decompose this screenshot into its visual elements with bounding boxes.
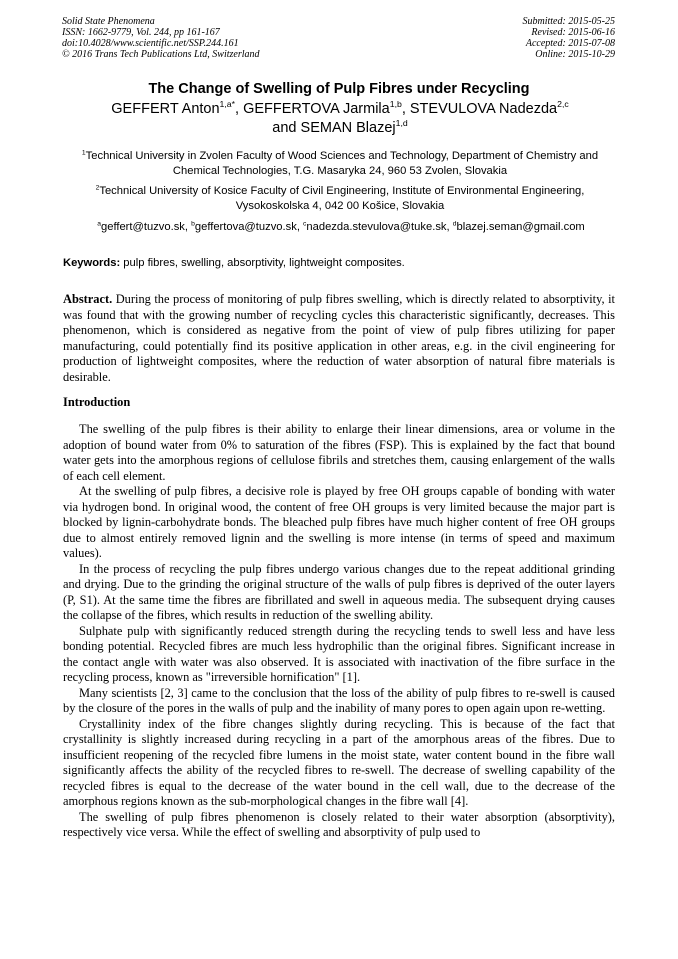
- submission-dates: [523, 16, 616, 60]
- abstract-text: During the process of monitoring of pulp fibres swelling, which is directly related to absorptivity, it was found that with the growing number of recycling cycles this characteristic significantly, decreases. This phenomenon, which is considered as negative from the point of view of pulp fibres utilizing for paper manufacturing, could potentially find its positive application in other areas, e.g. in the civil engineering for production of lightweight composites, where the reduction of water absorption of natural fibre materials is desirable.: [63, 292, 615, 384]
- doi-line: doi:10.4028/www.scientific.net/SSP.244.161: [62, 38, 239, 49]
- author-affiliation-mark: 1,b: [389, 99, 402, 110]
- author-affiliation-mark: 1,a*: [219, 99, 236, 110]
- affiliation-1: $^1$Technical University in Zvolen Faculty of Wood Sciences and Technology, Department of Chemistry and Chemical Technologies, T.G. Masaryka 24, 960 53 Zvolen, Slovakia: [81, 149, 599, 177]
- keywords: [63, 256, 615, 271]
- issn-line: ISSN: 1662-9779, Vol. 244, pp 161-167: [62, 27, 220, 38]
- author-name: SEMAN Blazej: [300, 120, 396, 136]
- keywords-text: pulp fibres, swelling, absorptivity, lightweight composites.: [120, 257, 405, 269]
- email-link[interactable]: geffertova@tuzvo.sk: [194, 221, 297, 233]
- author-name: GEFFERTOVA Jarmila: [243, 101, 390, 117]
- paragraph: In the process of recycling the pulp fibres undergo various changes due to the repeat additional grinding and drying. Due to the grinding the original structure of the walls of pulp fibres is deprived of the outer layers (P, S1). At the same time the fibres are fibrillated and swell in aqueous media. The subsequent drying causes the collapse of the fibres, which results in reduction of the swelling ability.: [63, 561, 615, 622]
- paper-title: The Change of Swelling of Pulp Fibres under Recycling: [148, 81, 530, 97]
- affiliation-2: $^2$Technical University of Kosice Faculty of Civil Engineering, Institute of Environmental Engineering, Vysokoskolska 4, 042 00 Košice, Slovakia: [95, 184, 585, 212]
- online-date: Online: 2015-10-29: [535, 49, 615, 60]
- author-name: STEVULOVA Nadezda: [409, 101, 558, 117]
- abstract-label: Abstract.: [63, 292, 113, 306]
- paragraph: At the swelling of pulp fibres, a decisive role is played by free OH groups capable of bonding with water via hydrogen bond. In original wood, the content of free OH groups is very limited because the major part is blocked by lignin-carbohydrate bonds. The bleached pulp fibres have much higher content of free OH groups due to almost entirely removed lignin and the swelling is more intense (in terms of speed and maximum values).: [63, 484, 615, 560]
- journal-name: Solid State Phenomena: [62, 16, 155, 27]
- author-name: GEFFERT Anton: [111, 101, 220, 117]
- abstract: [63, 292, 615, 385]
- email-link[interactable]: blazej.seman@gmail.com: [456, 221, 585, 233]
- email-link[interactable]: nadezda.stevulova@tuke.sk: [306, 221, 447, 233]
- author-emails: $^a$geffert@tuzvo.sk, $^b$geffertova@tuzvo.sk, $^c$nadezda.stevulova@tuke.sk, $^d$blazej.seman@gmail.com: [97, 220, 585, 233]
- keywords-label: Keywords:: [63, 257, 121, 269]
- introduction-body: [63, 422, 615, 841]
- section-heading-introduction: Introduction: [63, 395, 131, 409]
- paragraph: Sulphate pulp with significantly reduced strength during the recycling tends to swell less and have less bonding potential. Recycled fibres are much less hydrophilic than the original fibres. Significant increase in the contact angle with water was also observed. It is associated with inactivation of the fibre surface in the recycling process, known as "irreversible hornification" [1].: [63, 623, 615, 684]
- author-affiliation-mark: 1,d: [395, 118, 408, 129]
- paragraph: Crystallinity index of the fibre changes slightly during recycling. This is because of the fact that crystallinity is slightly increased during recycling in a part of the amorphous areas of the fibres. Due to insufficient reopening of the recycled fibre lumens in the moist state, water content bound in the fibre wall significantly affects the ability of the recycled fibres to re-swell. The decrease of swelling capability of the recycled fibres is equal to the decrease of the water bound in the cell wall, due to the decrease of the amorphous regions known as the sub-morphological changes in the fibre wall [4].: [63, 716, 615, 808]
- submitted-date: Submitted: 2015-05-25: [522, 16, 615, 27]
- revised-date: Revised: 2015-06-16: [531, 27, 615, 38]
- author-list: GEFFERT Anton$^{1,a*}$, GEFFERTOVA Jarmila$^{1,b}$, STEVULOVA Nadezda$^{2,c}$ and SEMAN Blazej$^{1,d}$: [111, 99, 569, 136]
- paragraph: Many scientists [2, 3] came to the conclusion that the loss of the ability of pulp fibres to re-swell is caused by the closure of the pores in the walls of pulp and the inability of many pores to open again upon re-wetting.: [63, 685, 615, 715]
- email-link[interactable]: geffert@tuzvo.sk: [101, 221, 185, 233]
- copyright-line: © 2016 Trans Tech Publications Ltd, Switzerland: [62, 49, 260, 60]
- journal-info: [62, 16, 260, 60]
- paragraph: The swelling of the pulp fibres is their ability to enlarge their linear dimensions, area or volume in the adoption of bound water from 0% to saturation of the fibres (FSP). This is explained by the fact that bound water gets into the amorphous regions of cellulose fibrils and stretches them, causing enlargement of the walls of each cell element.: [63, 422, 615, 483]
- paragraph: The swelling of pulp fibres phenomenon is closely related to their water absorption (absorptivity), respectively vice versa. While the effect of swelling and absorptivity of pulp used to: [63, 809, 615, 839]
- author-affiliation-mark: 2,c: [557, 99, 569, 110]
- accepted-date: Accepted: 2015-07-08: [525, 38, 615, 49]
